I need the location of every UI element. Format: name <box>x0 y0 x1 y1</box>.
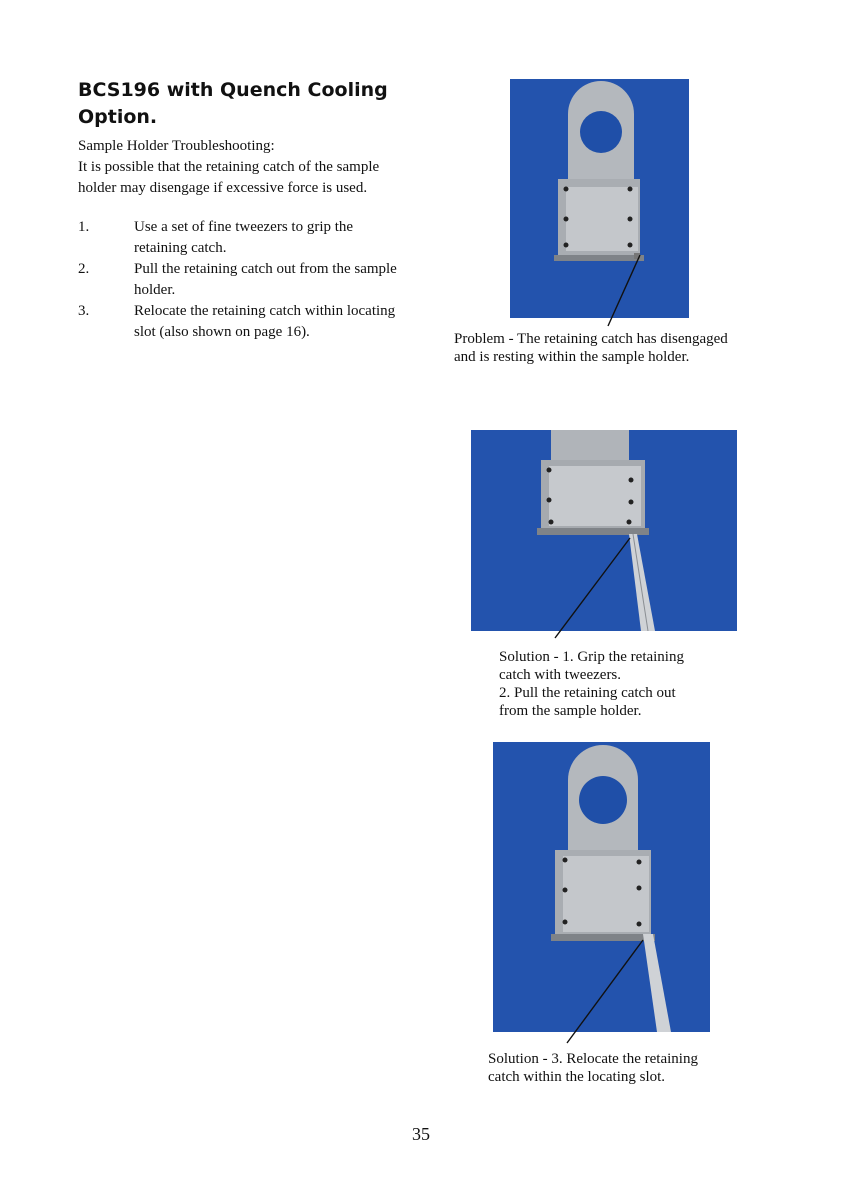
caption-line: from the sample holder. <box>499 703 642 719</box>
page-number: 35 <box>412 1124 430 1144</box>
caption-line: Solution - 1. Grip the retaining <box>499 649 684 665</box>
caption-line: and is resting within the sample holder. <box>454 349 690 365</box>
step-text: Pull the retaining catch out from the sample holder. <box>134 261 397 298</box>
photo-solution-grip <box>471 430 737 631</box>
step-item <box>78 259 398 301</box>
photo-problem <box>510 79 689 318</box>
caption-solution-grip <box>499 648 749 720</box>
caption-line: catch with tweezers. <box>499 667 622 683</box>
photo-solution-relocate <box>493 742 710 1032</box>
step-number: 1. <box>78 219 90 235</box>
page-heading: BCS196 with Quench Cooling Option. <box>78 79 388 128</box>
caption-line: 2. Pull the retaining catch out <box>499 685 676 701</box>
caption-problem <box>454 330 784 366</box>
caption-line: Solution - 3. Relocate the retaining <box>488 1051 698 1067</box>
step-item <box>78 301 398 343</box>
steps-list <box>78 217 398 343</box>
step-number: 3. <box>78 303 90 319</box>
intro-block <box>78 136 418 199</box>
step-item <box>78 217 398 259</box>
intro-subtitle: Sample Holder Troubleshooting: <box>78 138 275 154</box>
intro-text: It is possible that the retaining catch of the sample holder may disengage if excessive force is used. <box>78 159 380 196</box>
caption-line: Problem - The retaining catch has disengaged <box>454 331 728 347</box>
caption-line: catch within the locating slot. <box>488 1069 666 1085</box>
step-text: Relocate the retaining catch within locating slot (also shown on page 16). <box>134 303 396 340</box>
step-text: Use a set of fine tweezers to grip the retaining catch. <box>134 219 354 256</box>
caption-solution-relocate <box>488 1050 748 1086</box>
step-number: 2. <box>78 261 90 277</box>
